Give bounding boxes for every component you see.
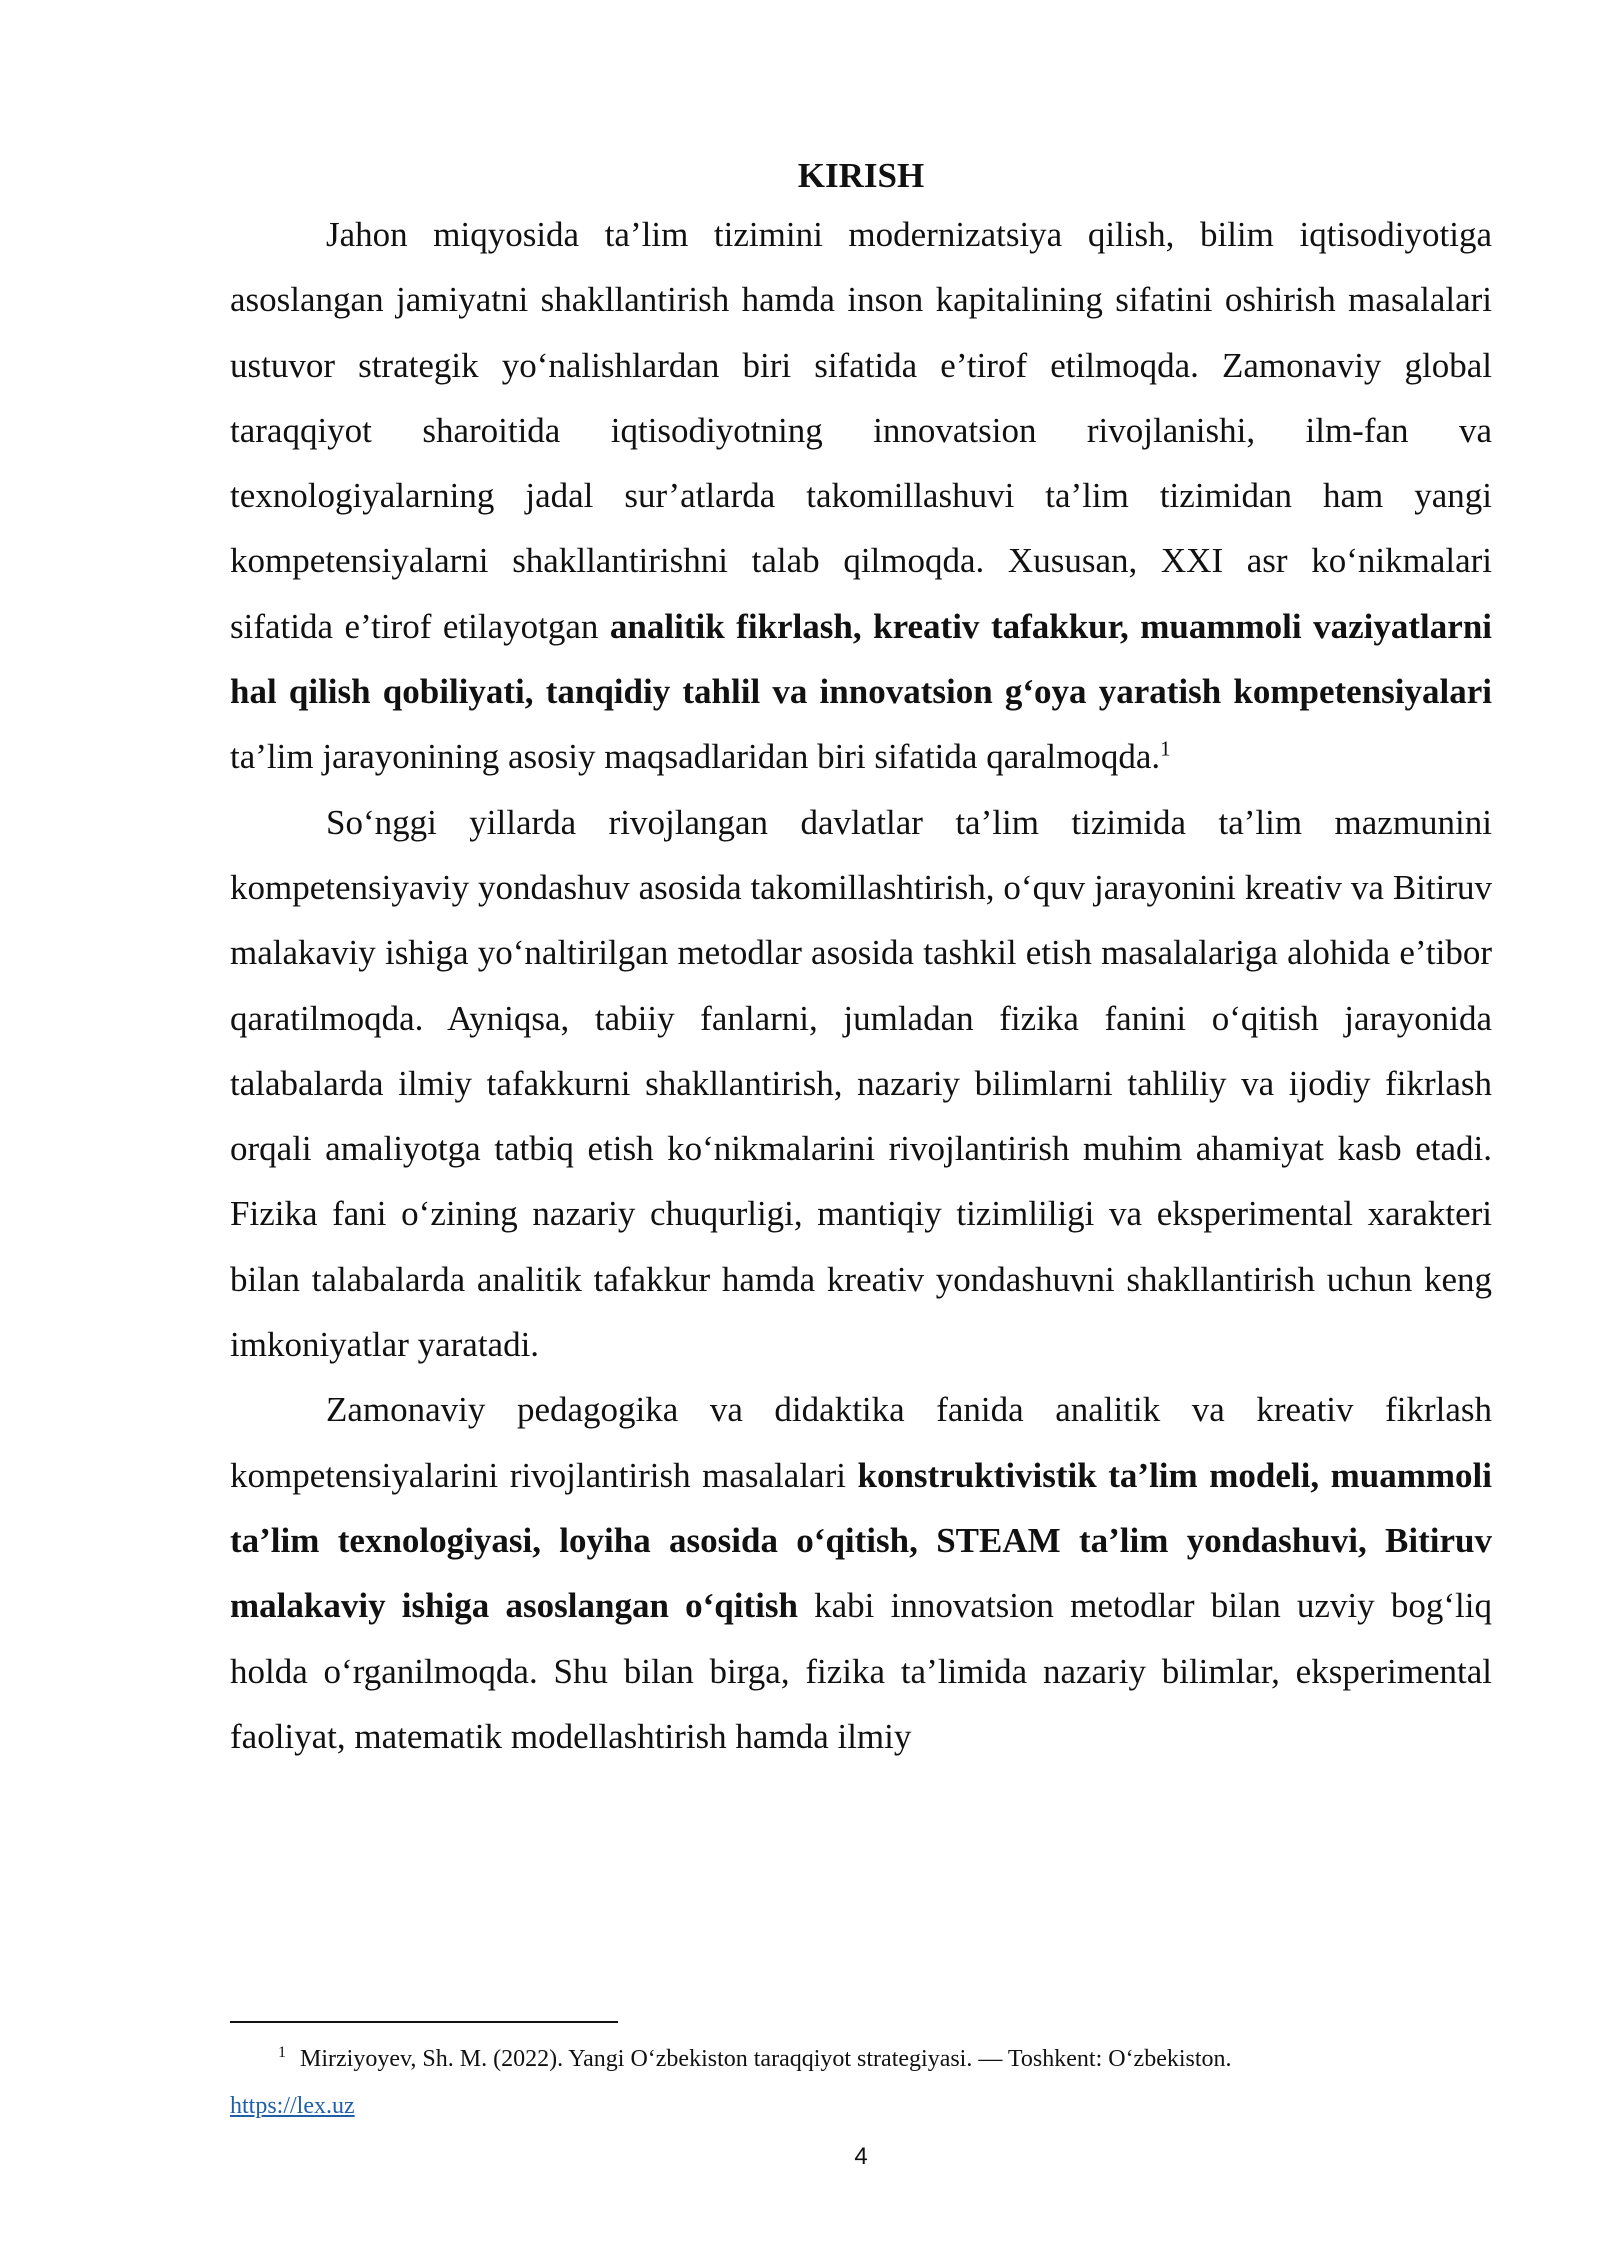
footnote-link[interactable]: https://lex.uz [230, 2093, 355, 2119]
bold-text: analitik fikrlash, kreativ tafakkur, muammoli vaziyatlarni hal qilish qobiliyati, tanqidiy tahlil va innovatsion g‘oya yaratish kompetensiyalari [230, 606, 1493, 712]
page-body [230, 150, 1492, 1769]
footnote-text: Mirziyoyev, Sh. M. (2022). Yangi O‘zbekiston taraqqiyot strategiyasi. — Toshkent: O‘zbekiston. [300, 2046, 1232, 2072]
footnote-reference[interactable]: 1 [1160, 736, 1171, 761]
paragraph-text: kabi innovatsion metodlar bilan uzviy bog‘liq holda o‘rganilmoqda. Shu bilan birga, fizika ta’limida nazariy bilimlar, eksperimental faoliyat, matematik modellashtirish hamda ilmiy [230, 1586, 1492, 1756]
paragraph-2: So‘nggi yillarda rivojlangan davlatlar ta’lim tizimida ta’lim mazmunini kompetensiyaviy yondashuv asosida takomillashtirish, o‘quv jarayonini kreativ va Bitiruv malakaviy ishiga yo‘naltirilgan metodlar asosida tashkil etish masalalariga alohida e’tibor qaratilmoqda. Ayniqsa, tabiiy fanlarni, jumladan fizika fanini o‘qitish jarayonida talabalarda ilmiy tafakkurni shakllantirish, nazariy bilimlarni tahliliy va ijodiy fikrlash orqali amaliyotga tatbiq etish ko‘nikmalarini rivojlantirish muhim ahamiyat kasb etadi. Fizika fani o‘zining nazariy chuqurligi, mantiqiy tizimliligi va eksperimental xarakteri bilan talabalarda analitik tafakkur hamda kreativ yondashuvni shakllantirish uchun keng imkoniyatlar yaratadi. [230, 802, 1492, 1365]
paragraph-3 [230, 1377, 1492, 1769]
paragraph-1 [230, 202, 1492, 790]
footnote-mark: 1 [278, 2044, 286, 2061]
footnote [230, 2036, 1492, 2130]
paragraph-text: Jahon miqyosida ta’lim tizimini modernizatsiya qilish, bilim iqtisodiyotiga asoslangan jamiyatni shakllantirish hamda inson kapitalining sifatini oshirish masalalari ustuvor strategik yo‘nalishlardan biri sifatida e’tirof etilmoqda. Zamonaviy global taraqqiyot sharoitida iqtisodiyotning innovatsion rivojlanishi, ilm-fan va texnologiyalarning jadal sur’atlarda takomillashuvi ta’lim tizimidan ham yangi kompetensiyalarni shakllantirishni talab qilmoqda. Xususan, XXI asr ko‘nikmalari sifatida e’tirof etilayotgan [230, 215, 1492, 646]
page-number: 4 [854, 2143, 868, 2170]
page-heading: KIRISH [797, 156, 925, 195]
paragraph-text: Zamonaviy pedagogika va didaktika fanida analitik va kreativ fikrlash kompetensiyalarini rivojlantirish masalalari [230, 1390, 1492, 1495]
footnote-separator [230, 2021, 618, 2023]
paragraph-text: ta’lim jarayonining asosiy maqsadlaridan biri sifatida qaralmoqda. [230, 737, 1161, 777]
bold-text: konstruktivistik ta’lim modeli, muammoli ta’lim texnologiyasi, loyiha asosida o‘qitish, STEAM ta’lim yondashuvi, Bitiruv malakaviy ishiga asoslangan o‘qitish [230, 1455, 1492, 1626]
